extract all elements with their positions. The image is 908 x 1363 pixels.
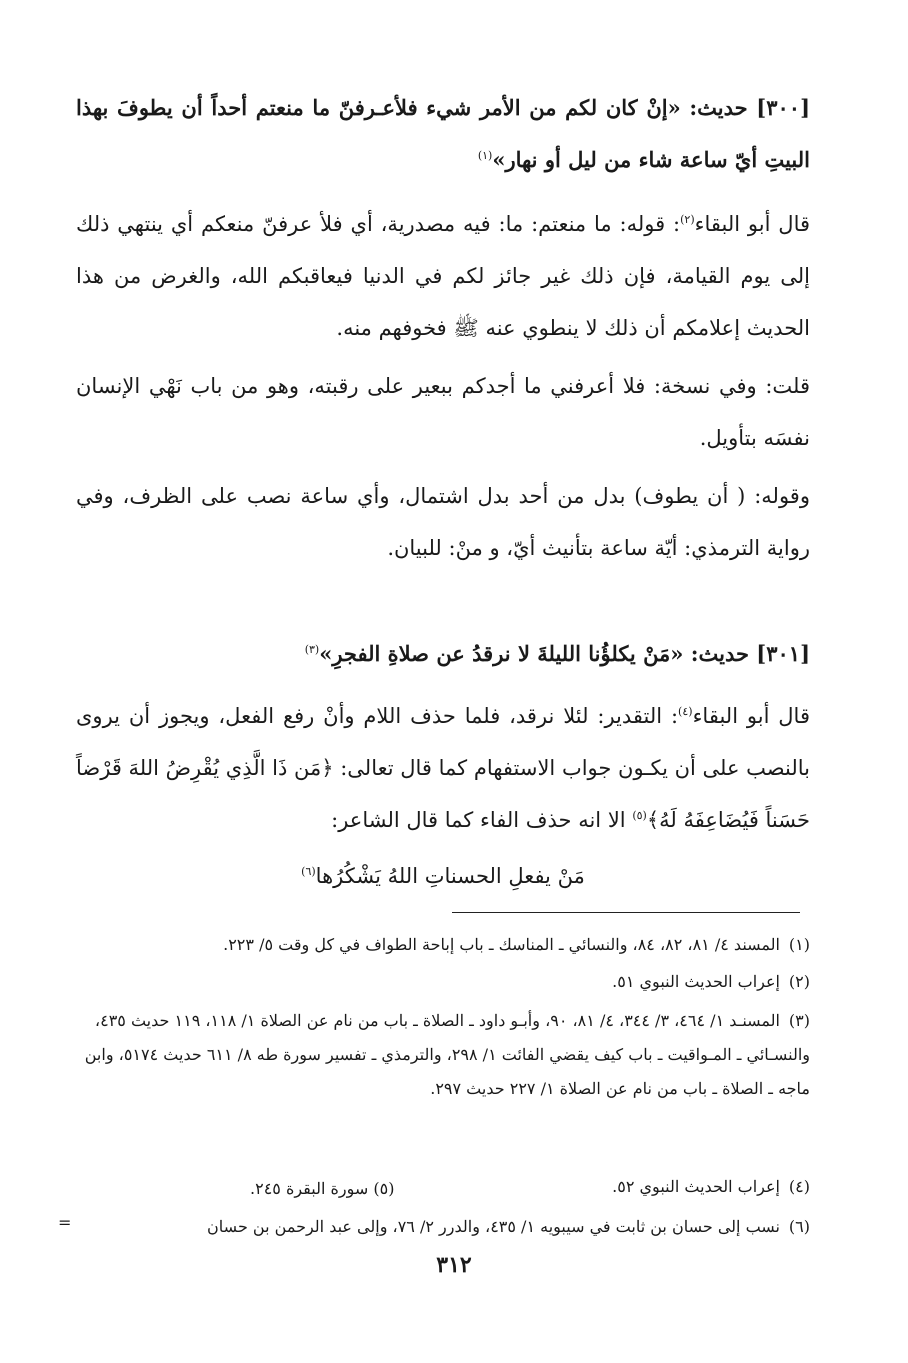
footnote-ref-5: (٥)	[632, 809, 647, 822]
footnote-2: (٢)إعراب الحديث النبوي ٥١.	[612, 972, 810, 991]
footnote-ref-4: (٤)	[678, 705, 693, 718]
page-number: ٣١٢	[436, 1252, 472, 1278]
footnote-5: (٥) سورة البقرة ٢٤٥.	[250, 1179, 395, 1198]
abu-albaqa-300-commentary: قال أبو البقاء$^{(٢)}$: قوله: ما منعتم: ما: فيه مصدرية، أي فلأ عرفنّ منعكم أي ينتهي ذلك إلى يوم القيامة، فإن ذلك غير جائز لكم في الدنيا فيعاقبكم الله، والغرض من هذا الحديث إعلامكم أن ذلك لا ينطوي عنه ﷺ فخوفهم منه.	[76, 212, 811, 340]
hadith-301-text: [٣٠١] حديث: «مَنْ يكلؤُنا الليلةَ لا نرقدُ عن صلاةِ الفجرِ»$^{(٣)}$	[304, 641, 810, 666]
abu-albaqa-301-commentary: قال أبو البقاء$^{(٤)}$: التقدير: لئلا نرقد، فلما حذف اللام وأنْ رفع الفعل، ويجوز أن يروى بالنصب على أن يكـون جواب الاستفهام كما قال تعالى: ﴿مَن ذَا الَّذِي يُقْرِضُ اللهَ قَرْضاً حَسَناً فَيُضَاعِفَهُ لَهُ﴾$^{(٥)}$ الا انه حذف الفاء كما قال الشاعر:	[76, 704, 810, 832]
footnote-ref-6: (٦)	[301, 865, 316, 878]
footnote-3: (٣)المسنـد ١/ ٤٦٤، ٣/ ٣٤٤، ٤/ ٨١، ٩٠، وأبـو داود ـ الصلاة ـ باب من نام عن الصلاة ١/ ١١٨، ١١٩ حديث ٤٣٥، والنسـائي ـ المـواقيت ـ باب كيف يقضي الفائت ١/ ٢٩٨، والترمذي ـ تفسير سورة طه ٨/ ٦١١ حديث ٥١٧٤، وابن ماجه ـ الصلاة ـ باب من نام عن الصلاة ١/ ٢٢٧ حديث ٢٩٧.	[84, 1011, 810, 1098]
footnote-ref-2: (٢)	[680, 213, 695, 226]
footnote-4: (٤)إعراب الحديث النبوي ٥٢.	[612, 1177, 810, 1196]
footnote-ref-1: (١)	[477, 149, 493, 162]
poetry-verse: مَنْ يفعلِ الحسناتِ اللهُ يَشْكُرُها$^{(٦)}$	[301, 864, 585, 888]
footnote-separator	[452, 912, 800, 913]
grammar-paragraph: وقوله: ( أن يطوف) بدل من أحد بدل اشتمال، وأي ساعة نصب على الظرف، وفي رواية الترمذي: أيّة ساعة بتأنيث أيّ، و منْ: للبيان.	[76, 484, 810, 560]
continuation-mark: =	[58, 1213, 72, 1232]
footnote-1: (١)المسند ٤/ ٨١، ٨٢، ٨٤، والنسائي ـ المناسك ـ باب إباحة الطواف في كل وقت ٥/ ٢٢٣.	[223, 935, 810, 954]
footnote-6: (٦)نسب إلى حسان بن ثابت في سيبويه ١/ ٤٣٥، والدرر ٢/ ٧٦، وإلى عبد الرحمن بن حسان	[207, 1217, 810, 1236]
footnote-ref-3: (٣)	[304, 643, 320, 656]
note-paragraph: قلت: وفي نسخة: فلا أعرفني ما أجدكم ببعير على رقبته، وهو من باب نَهْي الإنسان نفسَه بتأويل.	[76, 374, 810, 450]
hadith-300-text: [٣٠٠] حديث: «إنْ كان لكم من الأمر شيء فلأعـرفنّ ما منعتم أحداً أن يطوفَ بهذا البيتِ أيّ ساعة شاء من ليل أو نهار»$^{(١)}$	[76, 95, 810, 172]
